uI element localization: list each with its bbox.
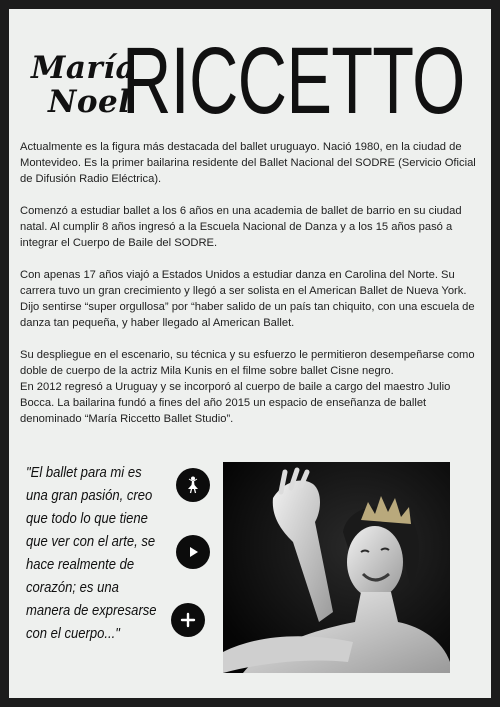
bio-paragraph-2: Comenzó a estudiar ballet a los 6 años en una academia de ballet de barrio en su ciudad natal. Al cumplir 8 años ingresó a la Escuela Nacional de Danza y a los 15 años pasó a integrar el Cuerpo de Baile del SODRE. xyxy=(20,205,462,249)
bio-paragraph-1: Actualmente es la figura más destacada del ballet uruguayo. Nació 1980, en la ciudad de Montevideo. Es la primer bailarina residente del Ballet Nacional del SODRE (Servicio Oficial de Difusión Radio Eléctrica). xyxy=(20,141,476,185)
first-name-line1: María xyxy=(31,50,137,86)
dancer-illustration xyxy=(223,462,450,673)
play-glyph xyxy=(185,544,201,560)
pull-quote: "El ballet para mi es una gran pasión, creo que todo lo que tiene que ver con el arte, se hace realmente de corazón; es una manera de expresarse con el cuerpo..." xyxy=(26,465,157,642)
ballerina-icon[interactable] xyxy=(176,468,210,502)
page xyxy=(9,9,491,698)
biography xyxy=(20,139,482,443)
play-icon[interactable] xyxy=(176,535,210,569)
first-name xyxy=(31,51,136,119)
first-name-line2: Noel xyxy=(48,84,131,120)
ballerina-glyph xyxy=(183,475,203,495)
plus-glyph xyxy=(180,612,196,628)
surname-title: RICCETTO xyxy=(122,28,465,134)
dancer-photo xyxy=(223,462,450,673)
bio-paragraph-3: Con apenas 17 años viajó a Estados Unidos a estudiar danza en Carolina del Norte. Su carrera tuvo un gran crecimiento y llegó a ser solista en el American Ballet de Nueva York. Dijo sentirse “super orgullosa” por “haber salido de un país tan chiquito, con una escuela de danza tan pequeña, y haber llegado al American Ballet. xyxy=(20,269,475,329)
bio-paragraph-4: Su despliegue en el escenario, su técnica y su esfuerzo le permitieron desempeñarse como doble de cuerpo de la actriz Mila Kunis en el filme sobre ballet Cisne negro. xyxy=(20,349,475,377)
bio-paragraph-5: En 2012 regresó a Uruguay y se incorporó al cuerpo de baile a cargo del maestro Julio Bocca. La bailarina fundó a fines del año 2015 un espacio de enseñanza de ballet denominado “María Riccetto Ballet Studio”. xyxy=(20,381,451,425)
plus-icon[interactable] xyxy=(171,603,205,637)
